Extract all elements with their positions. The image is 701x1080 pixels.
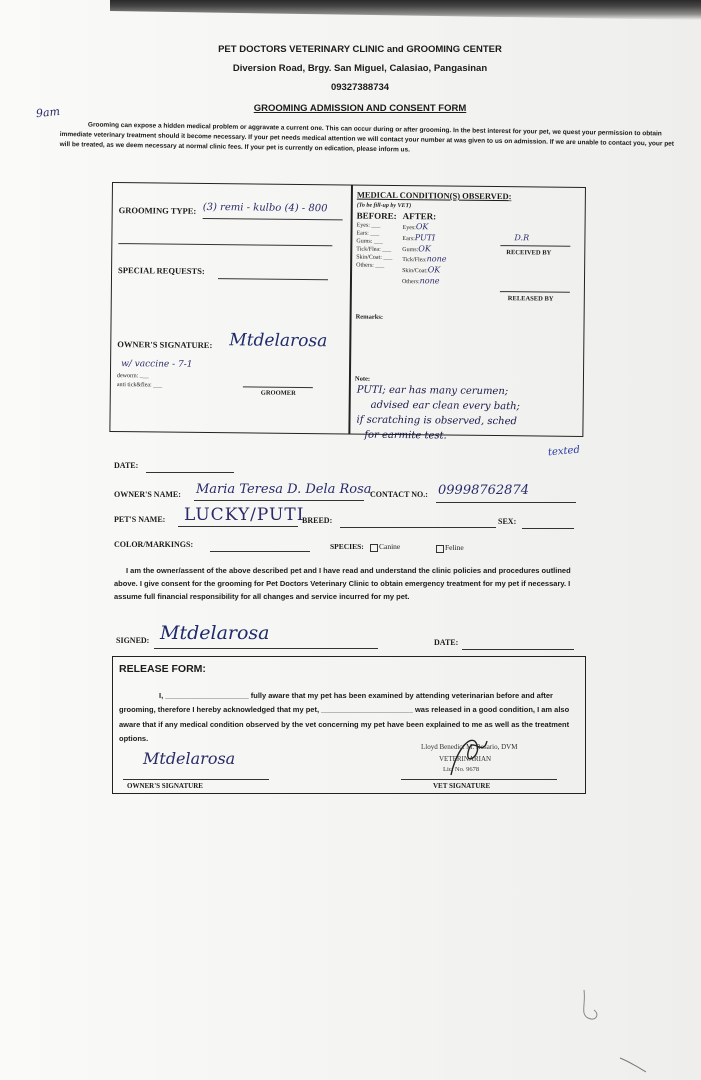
- after-eyes-value: OK: [415, 222, 429, 232]
- after-others-value: none: [419, 276, 440, 286]
- page-mark-scribble: [576, 984, 666, 1074]
- after-skin-label: Skin/Coat:: [402, 268, 428, 275]
- signed-label: SIGNED:: [116, 636, 150, 645]
- after-tick-label: Tick/Flea:: [402, 257, 427, 264]
- grooming-type-line-2: [118, 243, 332, 246]
- feline-checkbox[interactable]: [436, 545, 444, 553]
- owner-signature-value: Mtdelarosa: [229, 330, 328, 352]
- release-owner-sig: Mtdelarosa: [143, 749, 236, 768]
- before-ears: Ears: ___: [356, 230, 380, 237]
- note-label: Note:: [354, 375, 371, 383]
- before-list: [356, 222, 393, 271]
- groomer-label: GROOMER: [260, 389, 296, 397]
- remarks-label: Remarks:: [355, 313, 384, 321]
- before-label: BEFORE:: [356, 210, 397, 221]
- release-title: RELEASE FORM:: [119, 663, 206, 675]
- before-gums: Gums: ___: [356, 238, 383, 246]
- medical-title: MEDICAL CONDITION(S) OBSERVED:: [356, 189, 512, 202]
- contact-line: [436, 502, 576, 503]
- anti-tick-label: anti tick&flea: ___: [116, 382, 163, 389]
- date-line: [146, 472, 234, 473]
- canine-label: Canine: [379, 542, 401, 551]
- contact-label: CONTACT NO.:: [370, 490, 428, 499]
- pet-name-label: PET'S NAME:: [114, 515, 166, 524]
- after-label: AFTER:: [402, 211, 437, 222]
- consent-date-line: [462, 649, 574, 650]
- grooming-type-line: [203, 218, 343, 220]
- signed-line: [154, 648, 378, 649]
- released-by-line: [500, 291, 570, 293]
- after-list: [402, 222, 447, 287]
- owner-signature-label: OWNER'S SIGNATURE:: [117, 339, 213, 351]
- note-line-4: for earmite test.: [364, 429, 447, 442]
- release-box: [112, 656, 586, 794]
- after-others-label: Others:: [401, 279, 420, 286]
- release-owner-line: [123, 779, 269, 780]
- note-extra: texted: [547, 444, 581, 459]
- vet-license: Lic. No. 9678: [443, 766, 480, 773]
- grooming-type-value: (3) remi - kulbo (4) - 800: [202, 201, 328, 215]
- sex-line: [522, 528, 574, 529]
- groomer-line: [243, 386, 313, 388]
- breed-label: BREED:: [302, 516, 333, 525]
- release-text: I, ____________________ fully aware that my pet has been examined by attending veterinarian before and after grooming, therefore I hereby acknowledged that my pet, ______________________ was released in a good condition, I am also aware that if any medical condition observed by the vet concerning my pet have been explained to me as well as the treatment options.: [119, 691, 570, 743]
- after-ears-value: PUTI: [414, 232, 436, 243]
- received-by-line: [500, 245, 570, 247]
- vet-signature-scribble: [443, 727, 493, 779]
- owner-name-label: OWNER'S NAME:: [114, 490, 181, 499]
- deworm-label: deworm: ___: [116, 373, 149, 380]
- vet-name: Lloyd Benedict M. Rosario, DVM: [421, 743, 518, 751]
- margin-note: 9am: [35, 104, 61, 121]
- note-line-1: PUTI; ear has many cerumen;: [356, 384, 509, 398]
- special-requests-line: [218, 278, 328, 280]
- owner-name-value: Maria Teresa D. Dela Rosa: [196, 482, 372, 497]
- box-divider: [348, 186, 352, 434]
- after-gums-value: OK: [418, 243, 431, 253]
- before-others: Others: ___: [356, 263, 385, 270]
- vet-sig-label: VET SIGNATURE: [433, 782, 491, 790]
- pet-name-line: [178, 526, 298, 527]
- after-skin-value: OK: [427, 265, 441, 275]
- special-requests-label: SPECIAL REQUESTS:: [118, 265, 205, 276]
- released-by-label: RELEASED BY: [507, 295, 554, 303]
- color-line: [210, 551, 310, 552]
- feline-label: Feline: [445, 543, 464, 552]
- received-by-value: D.R: [514, 233, 530, 243]
- after-gums-label: Gums:: [402, 246, 419, 253]
- consent-date-label: DATE:: [434, 638, 459, 647]
- clinic-address: Diversion Road, Brgy. San Miguel, Calasiao, Pangasinan: [232, 63, 488, 74]
- vaccine-note: w/ vaccine - 7-1: [121, 359, 193, 370]
- after-tick-value: none: [426, 254, 447, 264]
- grooming-type-label: GROOMING TYPE:: [118, 205, 197, 216]
- note-line-2: advised ear clean every bath;: [370, 399, 520, 413]
- color-label: COLOR/MARKINGS:: [114, 540, 194, 549]
- clinic-phone: 09327388734: [330, 82, 390, 93]
- note-text: [356, 383, 520, 445]
- vet-title: VETERINARIAN: [439, 755, 492, 763]
- note-line-3: if scratching is observed, sched: [356, 414, 517, 428]
- before-tick: Tick/Flea: ___: [356, 246, 392, 254]
- form-title: GROOMING ADMISSION AND CONSENT FORM: [253, 103, 467, 114]
- grooming-box: [109, 182, 586, 442]
- received-by-label: RECEIVED BY: [506, 249, 552, 257]
- species-label: SPECIES:: [330, 542, 364, 551]
- pet-name-value: LUCKY/PUTI: [184, 505, 305, 525]
- date-label: DATE:: [114, 461, 139, 470]
- scan-shadow: [110, 0, 701, 20]
- vet-sig-line: [401, 779, 557, 780]
- consent-text: I am the owner/assent of the above described pet and I have read and understand the clinic policies and procedures outlined above. I give consent for the grooming for Pet Doctors Veterinary Clinic to obtain emergency treatment for my pet if necessary. I assume full financial responsibility for all changes and service incurred for my pet.: [114, 566, 571, 602]
- release-owner-label: OWNER'S SIGNATURE: [127, 782, 203, 790]
- after-ears-label: Ears:: [402, 235, 415, 242]
- clinic-name: PET DOCTORS VETERINARY CLINIC and GROOMING CENTER: [218, 44, 502, 55]
- intro-paragraph: Grooming can expose a hidden medical problem or aggravate a current one. This can occur during or after grooming. In the best interest for your pet, we quest your permission to obtain immediate veterinary treatment should it become necessary. If your pet needs medical attention we will contact your number at was given to us on admission. If we are unable to contact you, your pet will be treated, as we deem necessary at normal clinic fees. If your pet is currently on edication, please inform us.: [59, 121, 675, 154]
- breed-line: [340, 527, 496, 528]
- before-skin: Skin/Coat: ___: [356, 254, 393, 262]
- contact-value: 09998762874: [438, 483, 529, 498]
- sex-label: SEX:: [498, 517, 517, 526]
- medical-subtitle: (To be fill-up by VET): [356, 202, 412, 210]
- after-eyes-label: Eyes:: [402, 225, 416, 232]
- owner-name-line: [194, 500, 364, 501]
- before-eyes: Eyes: ___: [356, 222, 381, 229]
- signed-value: Mtdelarosa: [160, 622, 270, 644]
- canine-checkbox[interactable]: [370, 544, 378, 552]
